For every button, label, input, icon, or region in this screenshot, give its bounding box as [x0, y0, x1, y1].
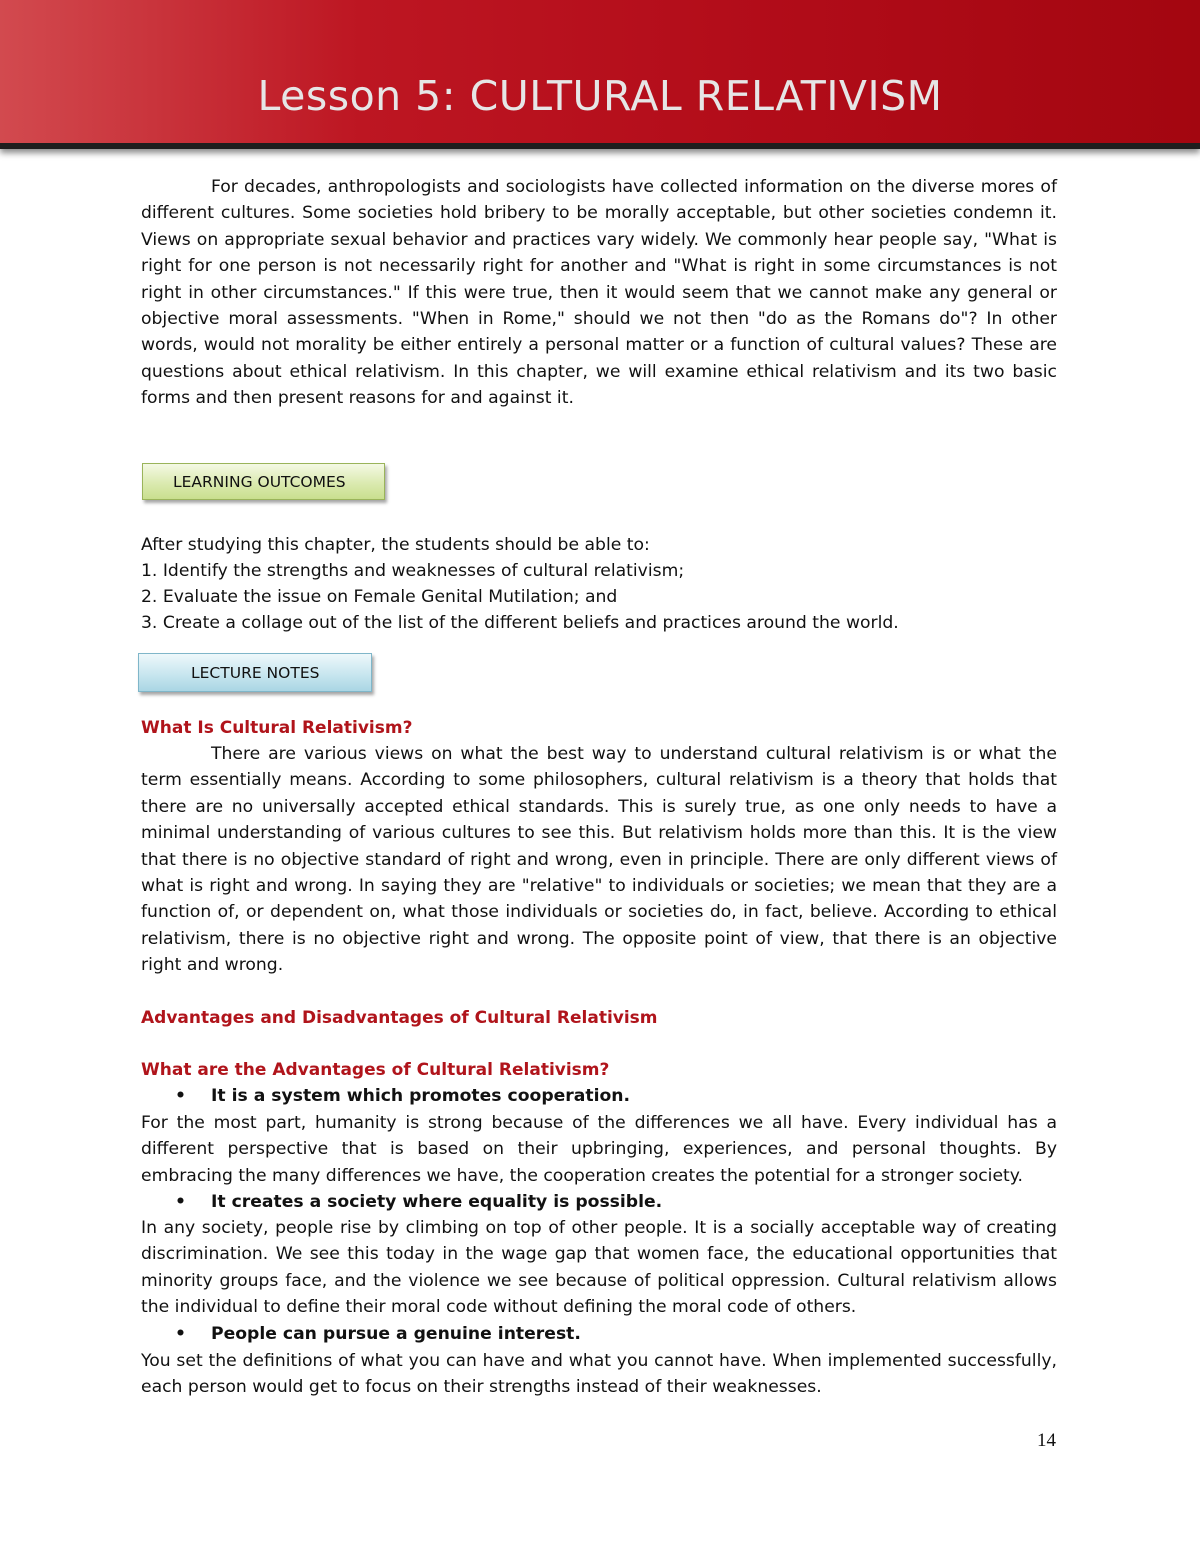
outcome-item: 1. Identify the strengths and weaknesses of cultural relativism; — [141, 561, 685, 581]
bullet-text: In any society, people rise by climbing on top of other people. It is a socially acceptable way of creating discrimination. We see this today in the wage gap that women face, the educational opportunities that minority groups face, and the violence we see because of political oppression. Cultural relativism allows the individual to define their moral code without defining the moral code of others. — [141, 1218, 1057, 1318]
bullet-point — [175, 1189, 662, 1215]
lesson-title: Lesson 5: CULTURAL RELATIVISM — [257, 72, 943, 120]
lecture-notes-label: LECTURE NOTES — [138, 653, 372, 692]
intro-paragraph: For decades, anthropologists and sociologists have collected information on the diverse mores of different cultures. Some societies hold bribery to be morally acceptable, but other societies condemn it. Views on appropriate sexual behavior and practices vary widely. We commonly hear people say, "What is right for one person is not necessarily right for another and "What is right in some circumstances is not right in other circumstances." If this were true, then it would seem that we cannot make any general or objective moral assessments. "When in Rome," should we not then "do as the Romans do"? In other words, would not morality be either entirely a personal matter or a function of cultural values? These are questions about ethical relativism. In this chapter, we will examine ethical relativism and its two basic forms and then present reasons for and against it. — [141, 177, 1057, 409]
bullet-symbol: • — [175, 1086, 186, 1106]
bullet-text: For the most part, humanity is strong because of the differences we all have. Every individual has a different perspective that is based on their upbringing, experiences, and personal thoughts. By embracing the many differences we have, the cooperation creates the potential for a stronger society. — [141, 1113, 1057, 1186]
section-heading: Advantages and Disadvantages of Cultural Relativism — [141, 1008, 658, 1028]
bullet-point — [175, 1321, 581, 1347]
title-banner — [0, 0, 1200, 149]
bullet-title: It is a system which promotes cooperation. — [211, 1086, 631, 1106]
outcome-item: 3. Create a collage out of the list of the different beliefs and practices around the world. — [141, 613, 899, 633]
bullet-title: People can pursue a genuine interest. — [211, 1324, 581, 1344]
bullet-point — [175, 1083, 630, 1109]
bullet-symbol: • — [175, 1324, 186, 1344]
learning-outcomes-label: LEARNING OUTCOMES — [142, 463, 385, 500]
page-number: 14 — [1037, 1430, 1056, 1451]
bullet-text: You set the definitions of what you can have and what you cannot have. When implemented successfully, each person would get to focus on their strengths instead of their weaknesses. — [141, 1351, 1057, 1398]
bullet-title: It creates a society where equality is possible. — [211, 1192, 663, 1212]
section-paragraph: There are various views on what the best way to understand cultural relativism is or what the term essentially means. According to some philosophers, cultural relativism is a theory that holds that there are no universally accepted ethical standards. This is surely true, as one only needs to have a minimal understanding of various cultures to see this. But relativism holds more than this. It is the view that there is no objective standard of right and wrong, even in principle. There are only different views of what is right and wrong. In saying they are "relative" to individuals or societies; we mean that they are a function of, or dependent on, what those individuals or societies do, in fact, believe. According to ethical relativism, there is no objective right and wrong. The opposite point of view, that there is an objective right and wrong. — [141, 744, 1057, 976]
bullet-symbol: • — [175, 1192, 186, 1212]
outcome-item: 2. Evaluate the issue on Female Genital Mutilation; and — [141, 587, 618, 607]
subsection-heading: What are the Advantages of Cultural Relativism? — [141, 1060, 610, 1080]
outcomes-lead: After studying this chapter, the students should be able to: — [141, 535, 650, 555]
section-heading: What Is Cultural Relativism? — [141, 718, 413, 738]
